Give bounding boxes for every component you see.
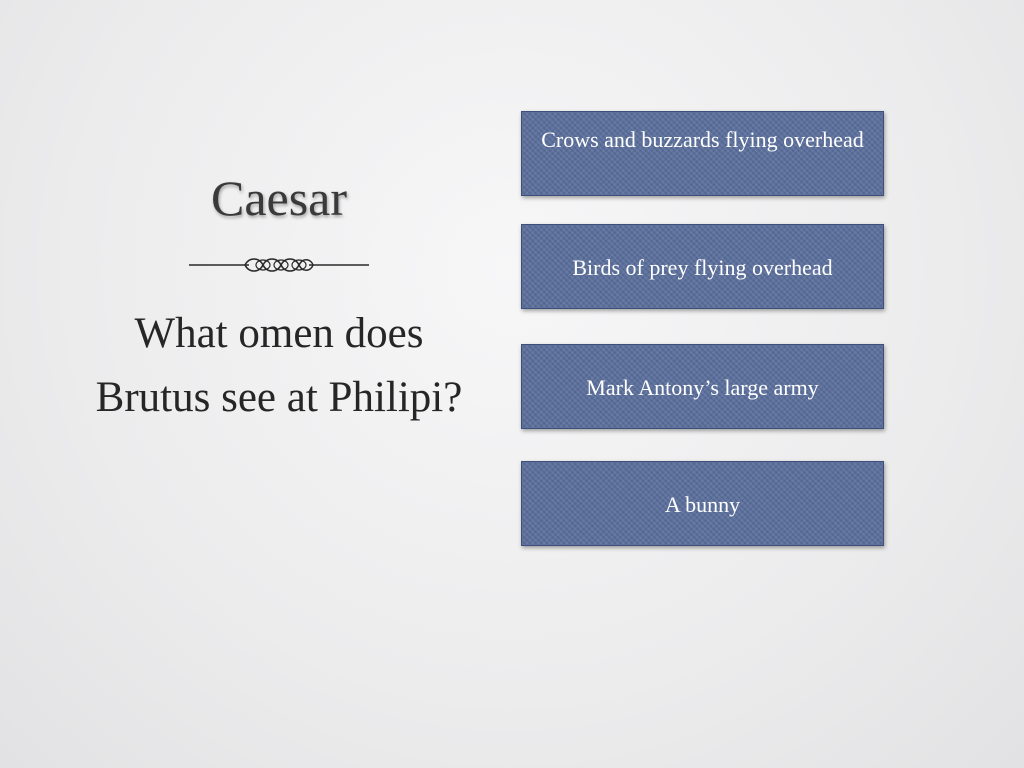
answer-button-3[interactable] bbox=[521, 344, 884, 429]
answer-button-4[interactable] bbox=[521, 461, 884, 546]
answer-label: Crows and buzzards flying overhead bbox=[541, 127, 864, 152]
answer-button-1[interactable] bbox=[521, 111, 884, 196]
slide-title: Caesar bbox=[210, 170, 348, 226]
answer-label: Birds of prey flying overhead bbox=[572, 255, 833, 280]
answer-button-2[interactable] bbox=[521, 224, 884, 309]
answer-label: A bunny bbox=[664, 492, 741, 517]
question-text: What omen does Brutus see at Philipi? bbox=[95, 310, 463, 421]
ornamental-divider-icon bbox=[187, 252, 371, 278]
answer-label: Mark Antony’s large army bbox=[586, 375, 819, 400]
